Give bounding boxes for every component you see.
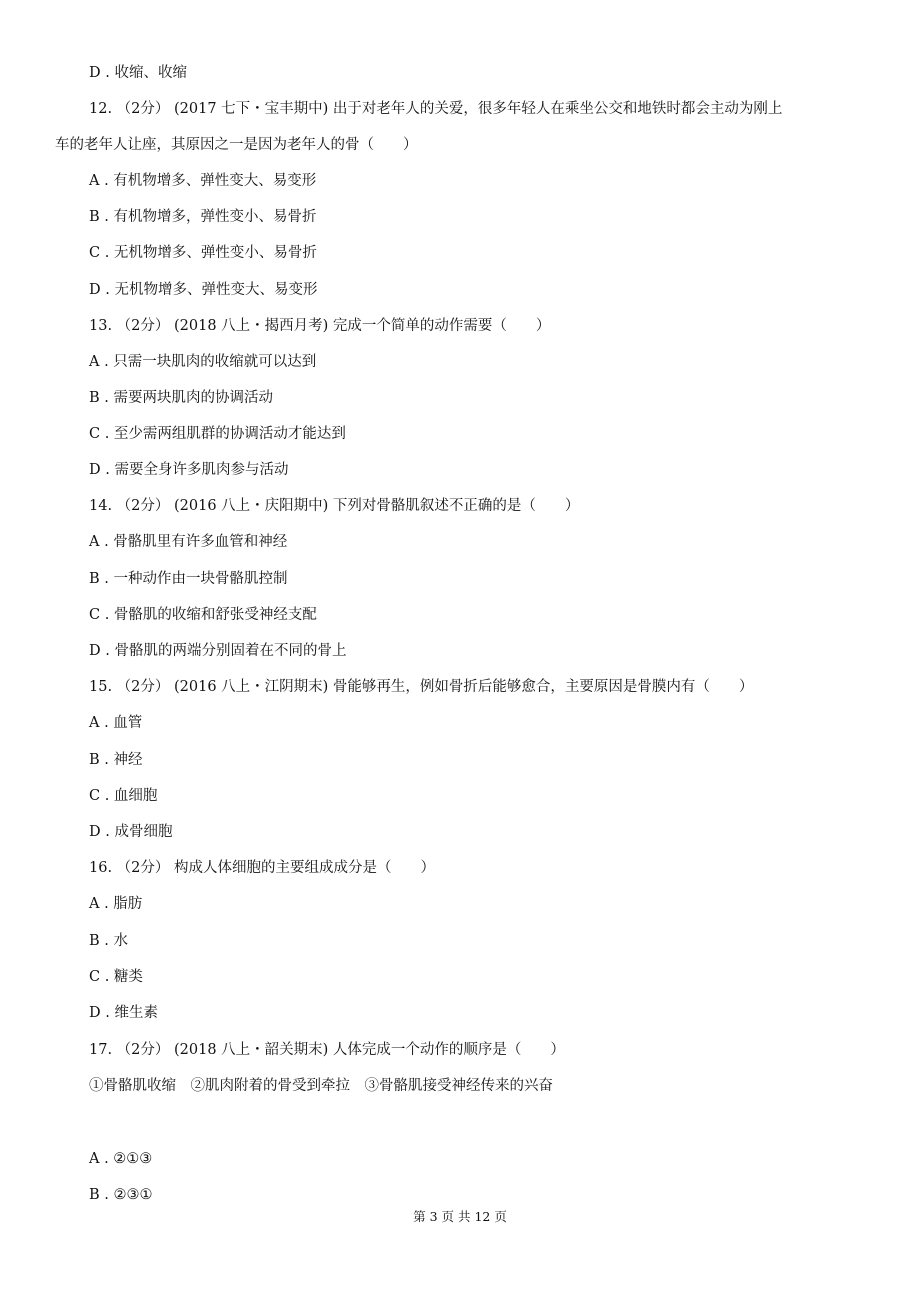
q12-option-b: B . 有机物增多，弹性变小、易骨折 (89, 209, 317, 225)
q15-option-b: B . 神经 (89, 752, 143, 768)
q13-stem: 13. （2分） (2018 八上・揭西月考) 完成一个简单的动作需要（ ） (89, 318, 551, 334)
q12-stem-continued: 车的老年人让座，其原因之一是因为老年人的骨（ ） (55, 137, 418, 153)
q15-stem: 15. （2分） (2016 八上・江阴期末) 骨能够再生，例如骨折后能够愈合，主要原因是骨膜内有（ ） (89, 679, 754, 695)
q17-option-b: B . ②③① (89, 1187, 153, 1203)
q16-option-d: D . 维生素 (89, 1005, 158, 1021)
q14-option-c: C . 骨骼肌的收缩和舒张受神经支配 (89, 607, 317, 623)
q16-option-c: C . 糖类 (89, 969, 143, 985)
q14-stem: 14. （2分） (2016 八上・庆阳期中) 下列对骨骼肌叙述不正确的是（ ） (89, 498, 580, 514)
q11-option-d: D . 收缩、收缩 (89, 65, 187, 81)
q17-stem: 17. （2分） (2018 八上・韶关期末) 人体完成一个动作的顺序是（ ） (89, 1042, 565, 1058)
q13-option-b: B . 需要两块肌肉的协调活动 (89, 390, 273, 406)
q13-option-d: D . 需要全身许多肌肉参与活动 (89, 462, 289, 478)
q17-option-a: A . ②①③ (89, 1151, 153, 1167)
q14-option-a: A . 骨骼肌里有许多血管和神经 (89, 534, 288, 550)
q13-option-c: C . 至少需两组肌群的协调活动才能达到 (89, 426, 346, 442)
q14-option-b: B . 一种动作由一块骨骼肌控制 (89, 571, 288, 587)
q16-stem: 16. （2分） 构成人体细胞的主要组成成分是（ ） (89, 860, 436, 876)
q12-option-d: D . 无机物增多、弹性变大、易变形 (89, 282, 318, 298)
q15-option-a: A . 血管 (89, 715, 143, 731)
q15-option-d: D . 成骨细胞 (89, 824, 173, 840)
q16-option-a: A . 脂肪 (89, 896, 143, 912)
q15-option-c: C . 血细胞 (89, 788, 158, 804)
q14-option-d: D . 骨骼肌的两端分别固着在不同的骨上 (89, 643, 347, 659)
q12-option-a: A . 有机物增多、弹性变大、易变形 (89, 173, 317, 189)
q12-option-c: C . 无机物增多、弹性变小、易骨折 (89, 245, 317, 261)
q17-sequence-items: ①骨骼肌收缩 ②肌肉附着的骨受到牵拉 ③骨骼肌接受神经传来的兴奋 (89, 1078, 553, 1094)
page-footer: 第 3 页 共 12 页 (413, 1209, 507, 1224)
q12-stem: 12. （2分） (2017 七下・宝丰期中) 出于对老年人的关爱，很多年轻人在乘坐公交和地铁时都会主动为刚上 (89, 101, 783, 117)
q13-option-a: A . 只需一块肌肉的收缩就可以达到 (89, 354, 317, 370)
q16-option-b: B . 水 (89, 933, 128, 949)
